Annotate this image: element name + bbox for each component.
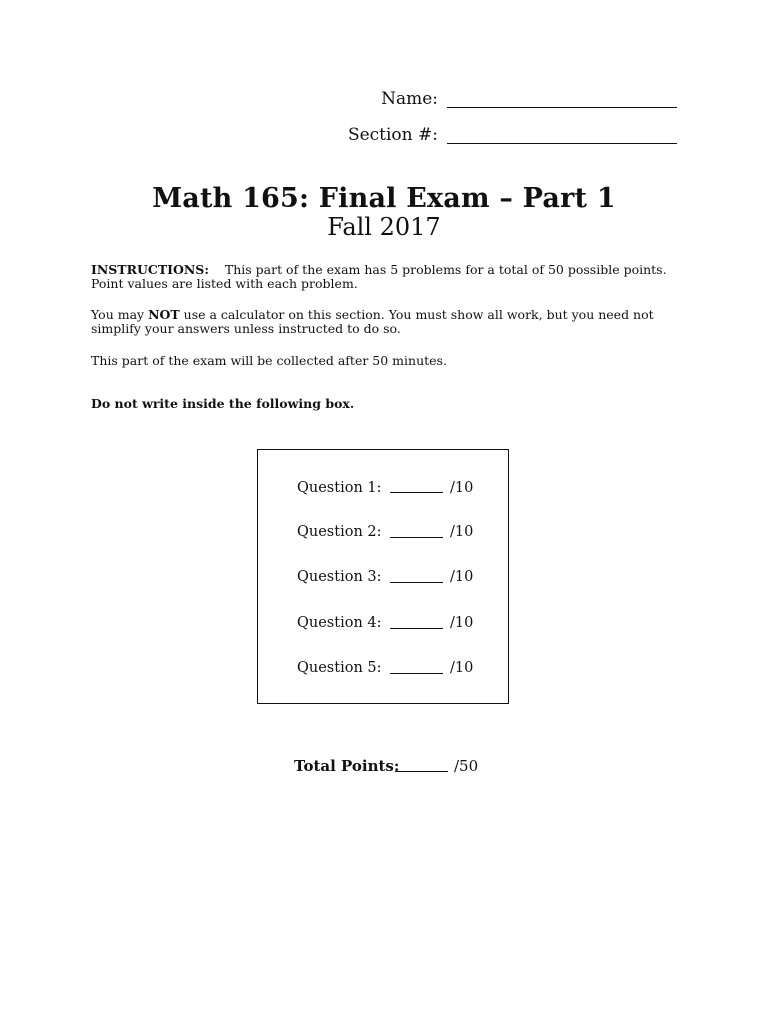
calculator-text-pre: You may xyxy=(91,307,149,322)
calculator-paragraph xyxy=(91,308,683,336)
question-3-max: /10 xyxy=(450,569,474,585)
total-points-blank xyxy=(395,771,448,772)
question-3-blank xyxy=(390,582,443,583)
calculator-text-post: use a calculator on this section. You must show all work, but you need not simplify your answers unless instructed to do so. xyxy=(91,307,654,336)
question-1-blank xyxy=(390,492,443,493)
page-title: Math 165: Final Exam – Part 1 xyxy=(152,183,616,214)
page-subtitle: Fall 2017 xyxy=(327,213,441,241)
question-4-label: Question 4: xyxy=(297,615,382,631)
question-1-label: Question 1: xyxy=(297,480,382,496)
question-3-label: Question 3: xyxy=(297,569,382,585)
instructions-text: This part of the exam has 5 problems for a total of 50 possible points. Point values are listed with each problem. xyxy=(91,262,667,291)
instructions-heading: INSTRUCTIONS: xyxy=(91,262,209,277)
question-4-blank xyxy=(390,628,443,629)
section-label: Section #: xyxy=(347,125,438,145)
total-points-max: /50 xyxy=(454,757,479,775)
collection-paragraph: This part of the exam will be collected after 50 minutes. xyxy=(91,353,447,368)
question-5-blank xyxy=(390,673,443,674)
question-2-label: Question 2: xyxy=(297,524,382,540)
question-2-max: /10 xyxy=(450,524,474,540)
calculator-not: NOT xyxy=(148,307,180,322)
question-1-max: /10 xyxy=(450,480,474,496)
name-field[interactable] xyxy=(447,107,677,108)
box-note: Do not write inside the following box. xyxy=(91,396,355,411)
question-5-label: Question 5: xyxy=(297,660,382,676)
instructions-paragraph xyxy=(91,263,683,291)
question-2-blank xyxy=(390,537,443,538)
name-label: Name: xyxy=(381,89,438,109)
question-4-max: /10 xyxy=(450,615,474,631)
total-points-label: Total Points: xyxy=(294,757,400,775)
question-5-max: /10 xyxy=(450,660,474,676)
section-field[interactable] xyxy=(447,143,677,144)
